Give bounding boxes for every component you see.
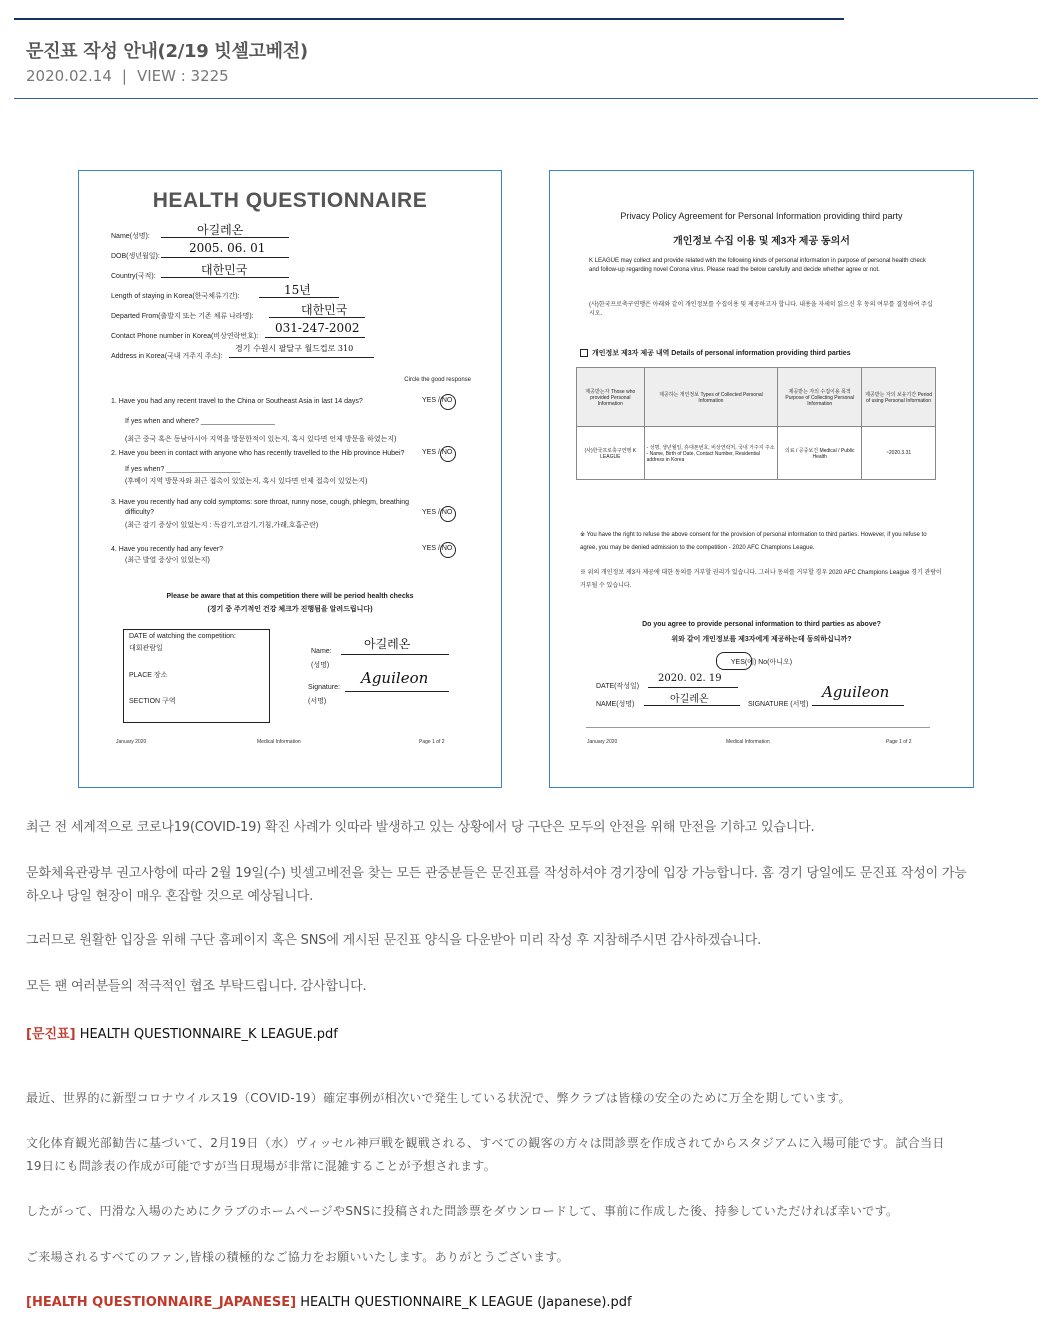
footer-left: January 2020 [116, 739, 147, 745]
name-label: NAME(성명) [596, 701, 635, 708]
q4-yes-no: YES / NO [422, 545, 453, 552]
body-jp-paragraph-1: 最近、世界的に新型コロナウイルス19（COVID-19）確定事例が相次いで発生している状況で、弊クラブは皆様の安全のために万全を期しています。 [26, 1091, 851, 1105]
field-underline [265, 337, 365, 338]
name-ko: (성명) [311, 662, 330, 669]
link-tag-jp: [HEALTH QUESTIONNAIRE_JAPANESE] [26, 1295, 297, 1310]
question-2-sub: If yes when? ___________________ [125, 466, 241, 473]
signature-label: Signature: [308, 684, 340, 691]
field-name-label: Name(성명): [111, 233, 150, 240]
field-phone-label: Contact Phone number in Korea(비상연락번호): [111, 333, 259, 340]
q3-yes-no: YES / NO [422, 509, 453, 516]
view-count: VIEW : 3225 [136, 67, 229, 85]
signature-label: SIGNATURE (서명) [748, 701, 809, 708]
name-label: Name: [311, 648, 332, 655]
field-underline [644, 705, 740, 706]
field-underline [345, 691, 449, 692]
footer-right: Page 1 of 2 [886, 739, 912, 745]
header-divider [14, 98, 1038, 99]
table-header: 제공하는 개인정보 Types of Collected Personal Information [644, 368, 778, 427]
footer-mid: Medical Information [726, 739, 770, 745]
question-1: 1. Have you had any recent travel to the China or Southeast Asia in last 14 days? [111, 398, 363, 405]
answer-circle [440, 394, 456, 410]
box-date-label: DATE of watching the competition: [129, 633, 236, 640]
privacy-intro-ko: (사)한국프로축구연맹은 아래와 같이 개인정보를 수집이용 및 제공하고자 합니다. 내용을 자세히 읽으신 후 동의 여부를 결정하여 주십시오. [589, 302, 933, 317]
health-questionnaire-image [78, 170, 502, 788]
body-ko-paragraph-2b: 하오나 당일 현장이 매우 혼잡할 것으로 예상됩니다. [26, 889, 314, 904]
privacy-agreement-image [549, 170, 974, 788]
question-1-sub: If yes when and where? ___________________ [125, 418, 275, 425]
field-country-label: Country(국적): [111, 273, 156, 280]
answer-circle [440, 506, 456, 522]
body-ko-paragraph-2a: 문화체육관광부 권고사항에 따라 2월 19일(수) 빗셀고베전을 찾는 모든 관중분들은 문진표를 작성하셔야 경기장에 입장 가능합니다. 홈 경기 당일에도 문진표 작성이 가능 [26, 866, 967, 881]
answer-circle [440, 446, 456, 462]
signature-image: Aguileon [361, 669, 429, 687]
page-title: 문진표 작성 안내(2/19 빗셀고베전) [26, 41, 308, 62]
field-underline [341, 654, 449, 655]
body-jp-paragraph-2b: 19日にも問診表の作成が可能ですが当日現場が非常に混雑することが予想されます。 [26, 1159, 497, 1173]
footer-right: Page 1 of 2 [419, 739, 445, 745]
question-4: 4. Have you recently had any fever? [111, 546, 224, 553]
name-value: 아길레온 [670, 694, 709, 705]
body-ko-paragraph-3: 그러므로 원활한 입장을 위해 구단 홈페이지 혹은 SNS에 게시된 문진표 양식을 다운받아 미리 작성 후 지참해주시면 감사하겠습니다. [26, 933, 762, 948]
box-section: SECTION 구역 [129, 698, 176, 705]
agree-choice: YES(예) No(아니오) [730, 659, 793, 666]
link-tag-ko: [문진표] [26, 1027, 76, 1042]
checkbox-icon [580, 349, 588, 357]
signature-ko: (서명) [308, 698, 327, 705]
privacy-title-ko: 개인정보 수집 이용 및 제3자 제공 동의서 [673, 236, 850, 247]
post-meta [26, 67, 229, 85]
field-underline [648, 687, 738, 688]
privacy-table [576, 367, 936, 480]
field-underline [161, 257, 289, 258]
question-3-ko: (최근 감기 증상이 있었는지 : 독감기,코감기,기침,가래,호흡곤란) [125, 522, 319, 529]
body-jp-paragraph-4: ご来場されるすべてのファン,皆様の積極的なご協力をお願いいたします。ありがとうございます。 [26, 1250, 569, 1264]
field-stay-value: 15년 [284, 283, 311, 297]
meta-separator: | [121, 67, 127, 85]
circle-note: Circle the good response [404, 377, 471, 383]
privacy-intro-en: K LEAGUE may collect and provide related with the following kinds of personal information in purpose of personal health check and follow-up regarding novel Corona virus. Please read the below carefully and decide whether agree or not. [589, 258, 926, 273]
question-2-ko: (후베이 지역 방문자와 최근 접촉이 있었는지, 혹시 있다면 언제 접촉이 있었는지) [125, 478, 368, 485]
field-underline [812, 705, 904, 706]
field-stay-label: Length of staying in Korea(한국체류기간): [111, 293, 240, 300]
privacy-note-ko: ※ 위의 개인정보 제3자 제공에 대한 동의를 거부할 권리가 있습니다. 그러나 동의를 거부할 경우 2020 AFC Champions League 경기 관람이 거부될 수 있습니다. [580, 570, 942, 589]
question-3: 3. Have you recently had any cold symptoms: sore throat, runny nose, cough, phlegm, breathing [111, 499, 410, 506]
link-filename-jp[interactable]: HEALTH QUESTIONNAIRE_K LEAGUE (Japanese).pdf [296, 1295, 632, 1310]
field-dob-value: 2005. 06. 01 [189, 241, 266, 255]
body-ko-paragraph-1: 최근 전 세계적으로 코로나19(COVID-19) 확진 사례가 잇따라 발생하고 있는 상황에서 당 구단은 모두의 안전을 위해 만전을 기하고 있습니다. [26, 820, 815, 835]
table-header: 제공받는 자의 보유기간 Period of using Personal Information [862, 368, 936, 427]
awareness-en: Please be aware that at this competition there will be period health checks [166, 593, 414, 600]
date-value: 2020. 02. 19 [658, 673, 722, 684]
questionnaire-download-link[interactable] [26, 1023, 338, 1042]
question-3-line2: difficulty? [125, 509, 155, 516]
privacy-note-en: ※ You have the right to refuse the above consent for the provision of personal information to third parties. However, if you refuse to agree, you may be denied admission to the competition - 2020 AFC Champions League. [580, 532, 927, 551]
name-value: 아길레온 [364, 637, 411, 651]
body-ko-paragraph-4: 모든 팬 여러분들의 적극적인 협조 부탁드립니다. 감사합니다. [26, 979, 367, 994]
field-departed-value: 대한민국 [301, 303, 348, 317]
table-cell: (사)한국프로축구연맹 K LEAGUE [577, 427, 645, 480]
answer-circle [716, 652, 752, 670]
field-country-value: 대한민국 [201, 263, 248, 277]
box-place: PLACE 장소 [129, 672, 168, 679]
table-cell: ~2020.3.31 [862, 427, 936, 480]
field-name-value: 아길레온 [197, 223, 244, 237]
agree-question-en: Do you agree to provide personal information to third parties as above? [642, 621, 881, 628]
field-dob-label: DOB(생년월일): [111, 253, 160, 260]
competition-box [123, 629, 270, 723]
q2-yes-no: YES / NO [422, 449, 453, 456]
answer-circle [440, 542, 456, 558]
field-address-value: 경기 수원시 팔달구 월드컵로 310 [235, 344, 354, 353]
link-filename-ko[interactable]: HEALTH QUESTIONNAIRE_K LEAGUE.pdf [75, 1027, 338, 1042]
footer-rule [586, 727, 930, 728]
question-4-ko: (최근 발열 증상이 있었는지) [125, 557, 210, 564]
field-address-label: Address in Korea(국내 거주지 주소): [111, 353, 223, 360]
field-phone-value: 031-247-2002 [275, 321, 360, 335]
table-header: 제공받는 자의 수집이용 목적 Purpose of Collecting Personal Information [778, 368, 862, 427]
awareness-ko: (경기 중 주기적인 건강 체크가 진행됨을 알려드립니다) [207, 606, 373, 613]
field-departed-label: Departed From(출발지 또는 기존 체류 나라명): [111, 313, 254, 320]
privacy-section-text: 개인정보 제3자 제공 내역 Details of personal information providing third parties [592, 350, 851, 357]
privacy-title-en: Privacy Policy Agreement for Personal Information providing third party [620, 211, 903, 221]
footer-mid: Medical Information [257, 739, 301, 745]
questionnaire-jp-download-link[interactable] [26, 1295, 632, 1310]
question-2: 2. Have you been in contact with anyone who has recently travelled to the Hib province Hubei? [111, 450, 405, 457]
signature-image: Aguileon [822, 683, 890, 701]
field-underline [229, 357, 374, 358]
q1-yes-no: YES / NO [422, 397, 453, 404]
agree-question-ko: 위와 같이 개인정보를 제3자에게 제공하는데 동의하십니까? [671, 636, 852, 643]
privacy-section-heading [580, 348, 851, 358]
body-jp-paragraph-2a: 文化体育観光部勧告に基づいて、2月19日（水）ヴィッセル神戸戦を観戦される、すべての観客の方々は問診票を作成されてからスタジアムに入場可能です。試合当日 [26, 1136, 945, 1150]
question-1-ko: (최근 중국 혹은 동남아시아 지역을 방문한적이 있는지, 혹시 있다면 언제 방문을 하였는지) [125, 436, 397, 443]
top-accent-rule [14, 18, 844, 20]
table-cell: - 성명, 생년월일, 휴대폰번호, 비상연락처, 국내 거주지 주소 - Name, Birth of Date, Contact Number, Residential address in Korea [644, 427, 778, 480]
date-label: DATE(작성일) [596, 683, 640, 690]
footer-left: January 2020 [587, 739, 618, 745]
questionnaire-title: HEALTH QUESTIONNAIRE [152, 189, 428, 212]
post-date: 2020.02.14 [26, 67, 112, 85]
body-jp-paragraph-3: したがって、円滑な入場のためにクラブのホームページやSNSに投稿された問診票をダウンロードして、事前に作成した後、持参していただければ幸いです。 [26, 1204, 899, 1218]
box-date-ko: 대회관람일 [129, 645, 163, 652]
table-cell: 의료 / 공중보건 Medical / Public Health [778, 427, 862, 480]
table-header: 제공받는자 Those who provided Personal Information [577, 368, 645, 427]
